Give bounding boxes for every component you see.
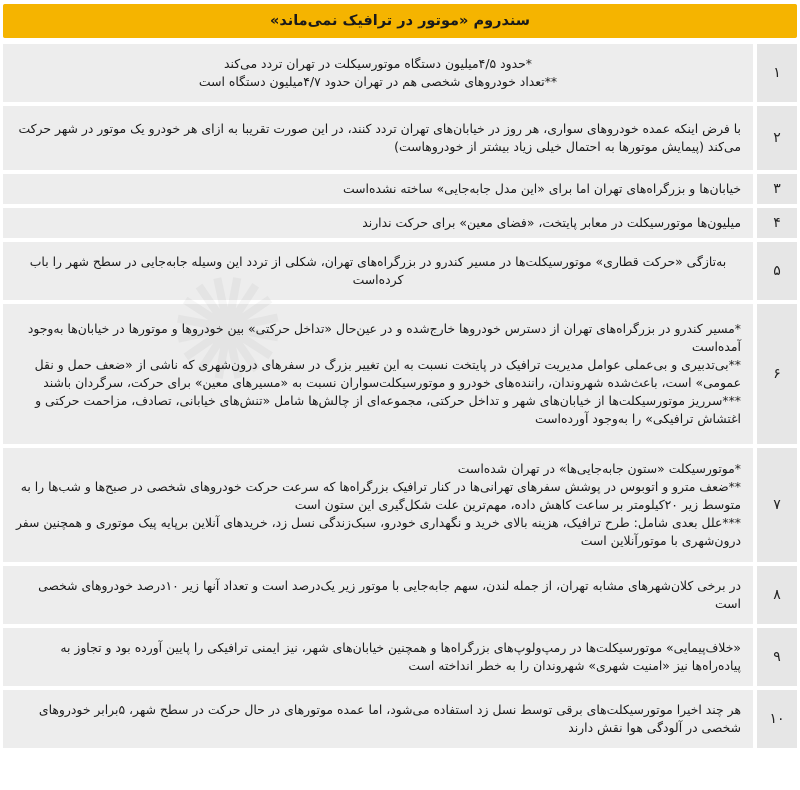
- row-text-line: *حدود ۴/۵میلیون دستگاه موتورسیکلت در تهران تردد می‌کند: [224, 56, 532, 71]
- table-row: [3, 242, 797, 300]
- row-text: [3, 448, 753, 562]
- row-text-line: *موتورسیکلت «ستون جابه‌جایی‌ها» در تهران شده‌است: [457, 461, 741, 476]
- table-body: [3, 44, 797, 752]
- row-text-line: **بی‌تدبیری و بی‌عملی عوامل مدیریت ترافیک در پایتخت نسبت به این تغییر بزرگ در سفرهای درون‌شهری که ناشی از «ضعف حمل و نقل عمومی» است، باعث‌شده شهروندان، راننده‌های خودرو و موتورسیکلت‌سواران نسبت به «مسیرهای معین» برای حرکت، سرگردان باشند: [34, 357, 741, 390]
- table-row: [3, 44, 797, 102]
- row-text-line: با فرض اینکه عمده خودروهای سواری، هر روز در خیابان‌های تهران تردد کنند، در این صورت تقریبا به ازای هر خودرو یک موتور در شهر حرکت می‌کند (پیمایش موتورها به احتمال خیلی زیاد بیشتر از خودروهاست): [18, 121, 741, 154]
- row-text: [3, 566, 753, 624]
- row-text: [3, 208, 753, 238]
- row-text-line: در برخی کلان‌شهرهای مشابه تهران، از جمله لندن، سهم جابه‌جایی با موتور زیر یک‌درصد است و تعداد آنها زیر ۱۰درصد خودروهای شخصی است: [38, 578, 741, 611]
- row-text-line: «خلاف‌پیمایی» موتورسیکلت‌ها در رمپ‌ولوپ‌های بزرگراه‌ها و همچنین خیابان‌های شهر، نیز ایمنی ترافیکی را پایین آورده بود و تجاوز به پیاده‌راه‌ها نیز «امنیت شهری» شهروندان را به خطر انداخته است: [60, 640, 741, 673]
- table-title-text: سندروم «موتور در ترافیک نمی‌ماند»: [270, 13, 530, 29]
- row-text: [3, 304, 753, 444]
- row-text: [3, 690, 753, 748]
- row-number: ۷: [757, 448, 797, 562]
- row-text-line: **ضعف مترو و اتوبوس در پوشش سفرهای تهرانی‌ها در کنار ترافیک بزرگراه‌ها که سرعت حرکت خودروهای شخصی در صبح‌ها و شب‌ها را به متوسط زیر ۲۰کیلومتر بر ساعت کاهش داده، مهم‌ترین علت شکل‌گیری این ستون است: [20, 479, 741, 512]
- row-text: [3, 628, 753, 686]
- row-text-line: **تعداد خودروهای شخصی هم در تهران حدود ۴/۷میلیون دستگاه است: [198, 74, 558, 89]
- table-title: [3, 4, 797, 38]
- row-text: [3, 44, 753, 102]
- table-row: [3, 174, 797, 204]
- row-text-line: هر چند اخیرا موتورسیکلت‌های برقی توسط نسل زد استفاده می‌شود، اما عمده موتورهای در حال حرکت در سطح شهر، ۵برابر خودروهای شخصی در آلودگی هوا نقش دارند: [38, 702, 741, 735]
- table-row: [3, 566, 797, 624]
- row-number: ۹: [757, 628, 797, 686]
- row-text: [3, 106, 753, 170]
- row-number: ۱۰: [757, 690, 797, 748]
- row-text-line: میلیون‌ها موتورسیکلت در معابر پایتخت، «فضای معین» برای حرکت ندارند: [362, 215, 741, 230]
- row-number: ۱: [757, 44, 797, 102]
- row-text-line: ***علل بعدی شامل: طرح ترافیک، هزینه بالای خرید و نگهداری خودرو، سبک‌زندگی نسل زد، خریدهای آنلاین برپایه پیک موتوری و همچنین سفر درون‌شهری با موتورآنلاین است: [15, 515, 741, 548]
- row-text: [3, 242, 753, 300]
- table-row: [3, 690, 797, 748]
- row-number: ۵: [757, 242, 797, 300]
- table-row: [3, 628, 797, 686]
- table-row: [3, 106, 797, 170]
- row-number: ۲: [757, 106, 797, 170]
- row-number: ۴: [757, 208, 797, 238]
- row-number: ۳: [757, 174, 797, 204]
- row-number: ۸: [757, 566, 797, 624]
- row-number: ۶: [757, 304, 797, 444]
- row-text: [3, 174, 753, 204]
- table-row: [3, 304, 797, 444]
- row-text-line: ***سرریز موتورسیکلت‌ها از خیابان‌های شهر و تداخل حرکتی، مجموعه‌ای از چالش‌ها شامل «تنش‌های خیابانی، تصادف، مزاحمت حرکتی و اغتشاش ترافیکی» را به‌وجود آورده‌است: [35, 393, 741, 426]
- row-text-line: به‌تازگی «حرکت قطاری» موتورسیکلت‌ها در مسیر کندرو در بزرگراه‌های تهران، شکلی از تردد این وسیله جابه‌جایی در سطح شهر را باب کرده‌است: [29, 254, 727, 287]
- row-text-line: خیابان‌ها و بزرگراه‌های تهران اما برای «این مدل جابه‌جایی» ساخته نشده‌است: [343, 181, 741, 196]
- table-row: [3, 448, 797, 562]
- row-text-line: *مسیر کندرو در بزرگراه‌های تهران از دسترس خودروها خارج‌شده و در عین‌حال «تداخل حرکتی» بین خودروها و موتورها در خیابان‌ها به‌وجود آمده‌است: [27, 321, 741, 354]
- table-row: [3, 208, 797, 238]
